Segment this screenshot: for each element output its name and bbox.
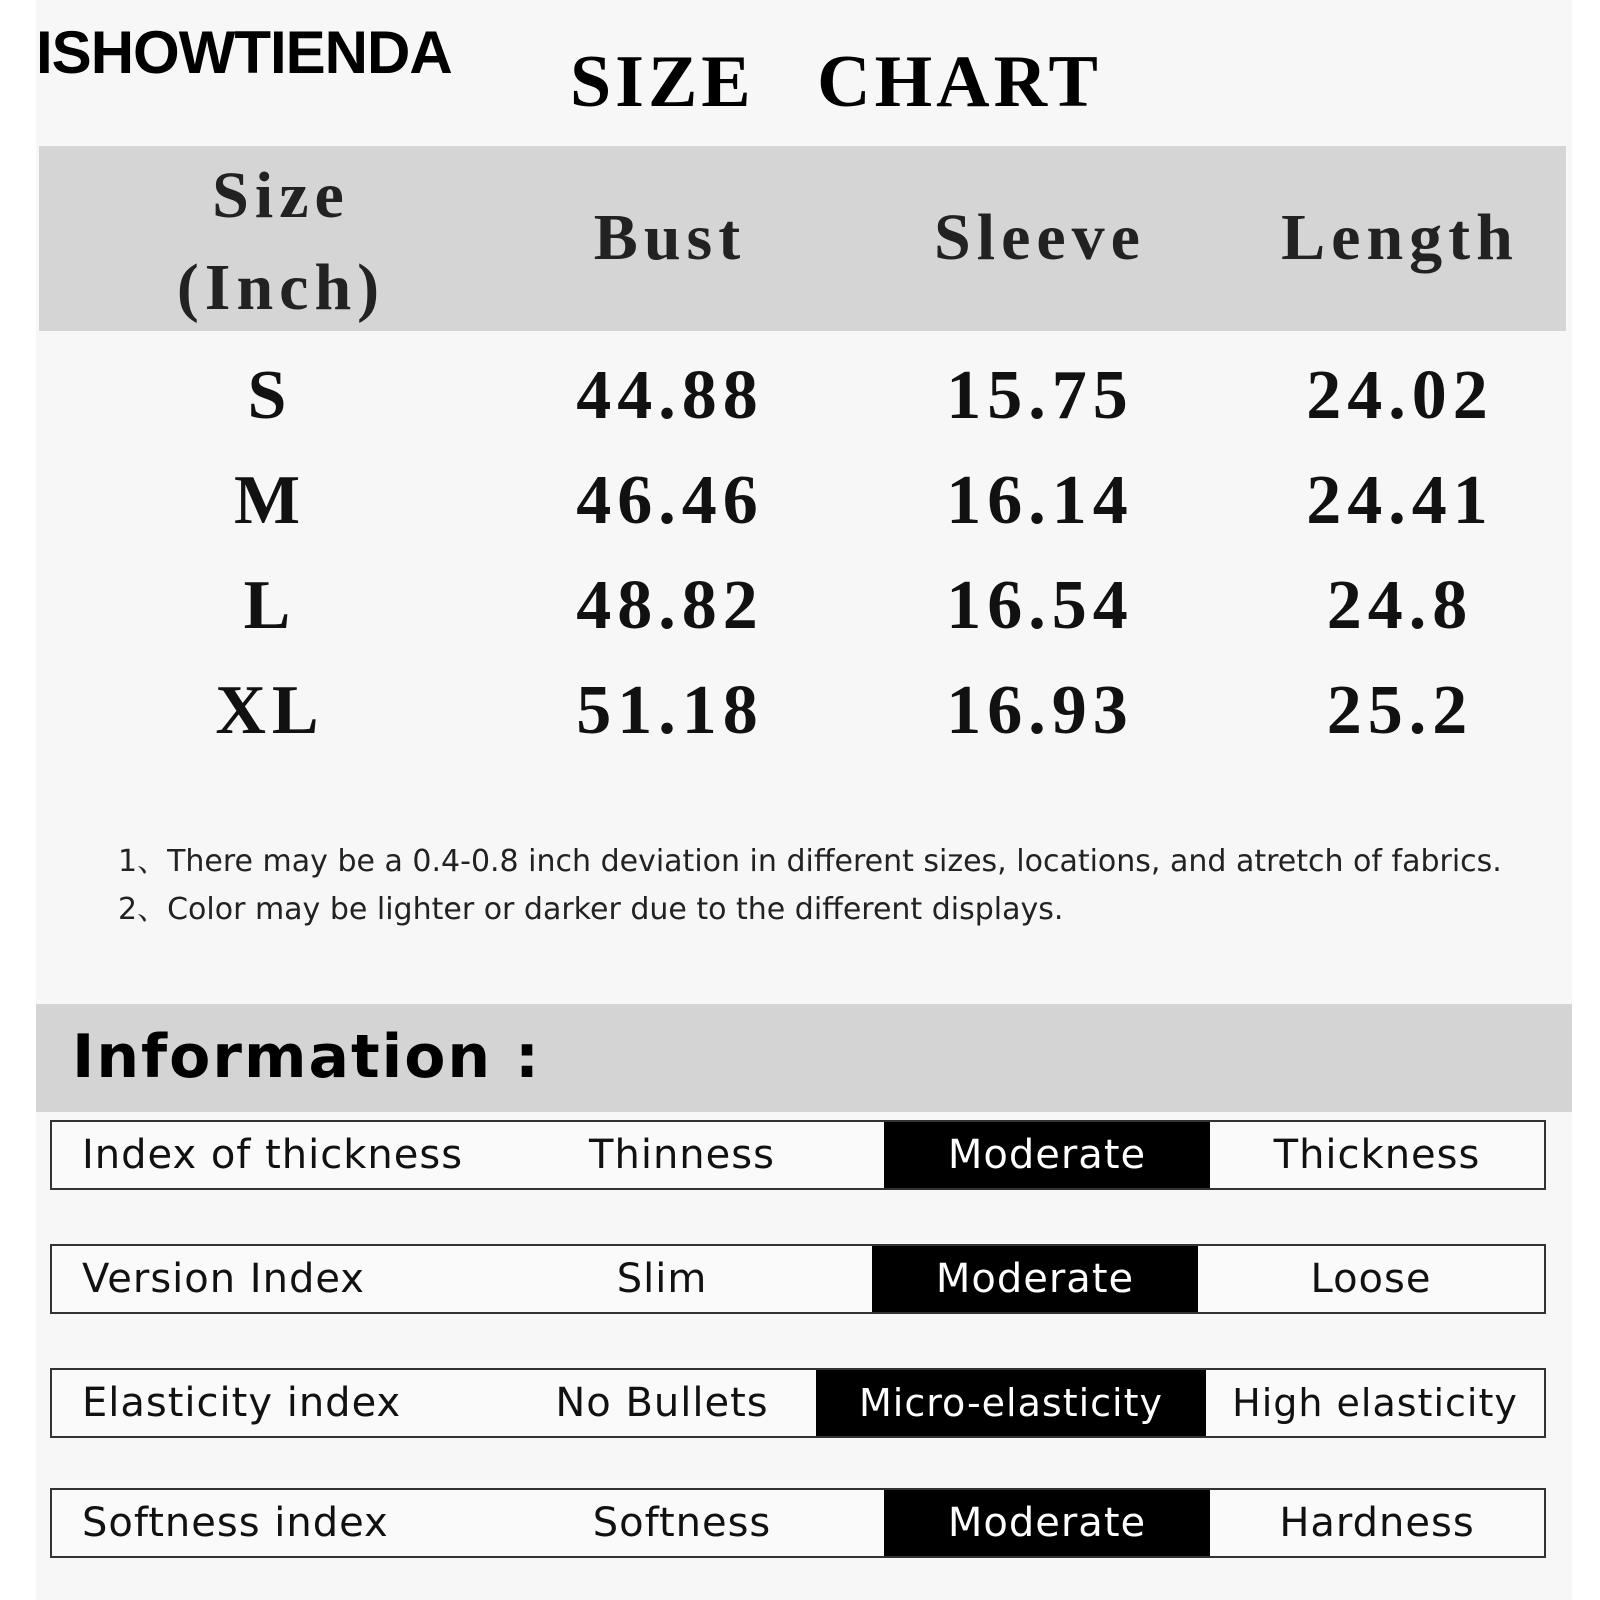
header-length: Length [1281,201,1519,274]
bust-cell: 48.82 [576,567,764,644]
option-moderate-selected: Moderate [884,1122,1210,1188]
header-size-line1: Size [212,159,350,232]
info-row-label: Softness index [82,1500,389,1546]
header-size-line2: (Inch) [176,251,386,324]
option-no-bullets: No Bullets [555,1380,769,1426]
bust-cell: 46.46 [576,462,764,539]
size-cell: L [243,567,297,644]
sleeve-cell: 16.93 [946,672,1134,749]
option-high-elasticity: High elasticity [1232,1381,1518,1425]
sleeve-cell: 15.75 [946,357,1134,434]
header-sleeve: Sleeve [934,201,1146,274]
length-cell: 25.2 [1326,672,1474,749]
note-item: 1、There may be a 0.4-0.8 inch deviation in different sizes, locations, and atretch of fabrics. [118,844,1502,879]
size-table-header [39,146,1566,331]
info-row-elasticity [50,1368,1546,1438]
information-header [36,1004,1572,1112]
option-hardness: Hardness [1279,1500,1475,1546]
option-thinness: Thinness [589,1132,775,1178]
option-softness: Softness [592,1500,772,1546]
information-title: Information : [72,1022,542,1092]
brand-logo: ISHOWTIENDA [36,19,452,86]
info-row-label: Version Index [82,1256,365,1302]
length-cell: 24.8 [1326,567,1474,644]
notes [118,838,1502,934]
info-row-label: Elasticity index [82,1380,402,1426]
info-row-version [50,1244,1546,1314]
sleeve-cell: 16.14 [946,462,1134,539]
info-row-label: Index of thickness [82,1132,464,1178]
option-loose: Loose [1310,1256,1432,1302]
header-size [131,150,431,334]
option-slim: Slim [616,1256,708,1302]
bust-cell: 51.18 [576,672,764,749]
page-title: SIZE CHART [570,41,1102,123]
header-bust: Bust [593,201,747,274]
size-cell: M [233,462,307,539]
option-micro-elasticity-selected: Micro-elasticity [816,1370,1206,1436]
info-row-thickness [50,1120,1546,1190]
size-cell: S [247,357,293,434]
bust-cell: 44.88 [576,357,764,434]
note-item: 2、Color may be lighter or darker due to the different displays. [118,892,1064,927]
length-cell: 24.02 [1306,357,1494,434]
size-cell: XL [215,672,325,749]
option-moderate-selected: Moderate [872,1246,1198,1312]
option-thickness: Thickness [1273,1132,1481,1178]
sleeve-cell: 16.54 [946,567,1134,644]
length-cell: 24.41 [1306,462,1494,539]
info-row-softness [50,1488,1546,1558]
option-moderate-selected: Moderate [884,1490,1210,1556]
